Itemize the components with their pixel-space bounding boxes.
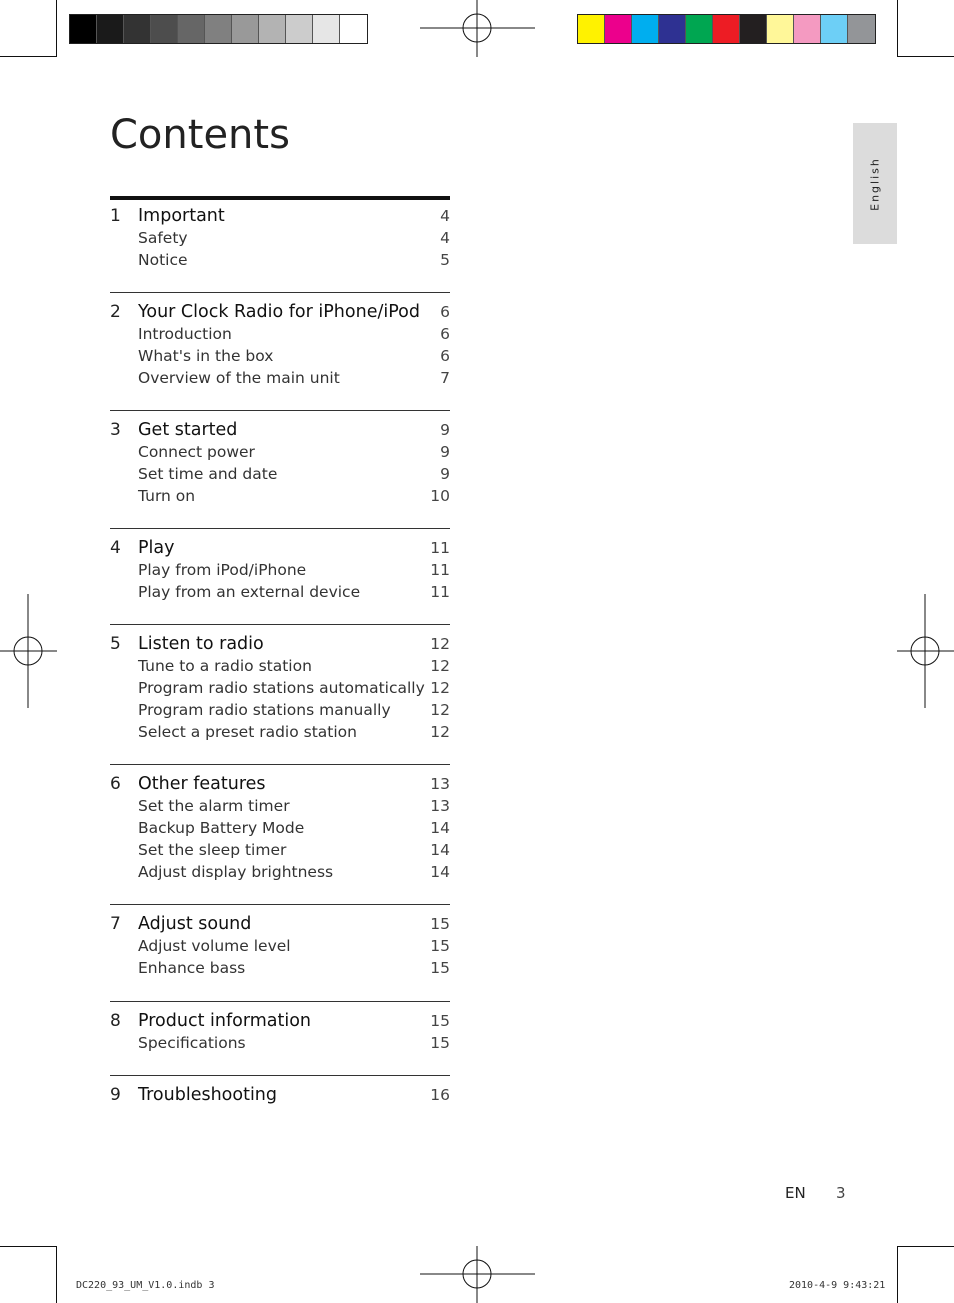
toc-chapter-entry[interactable] — [110, 419, 450, 441]
crop-mark — [56, 1246, 57, 1303]
toc-chapter-entry[interactable] — [110, 1084, 450, 1106]
crop-mark — [56, 0, 57, 57]
chapter-title: Listen to radio — [138, 634, 264, 654]
gray-swatch — [97, 15, 124, 43]
color-swatch — [821, 15, 848, 43]
subsection-page: 4 — [440, 229, 450, 247]
subsection-title: What's in the box — [138, 347, 274, 365]
subsection-page: 5 — [440, 251, 450, 269]
toc-subsection-entry[interactable] — [110, 795, 450, 817]
subsection-title: Connect power — [138, 443, 255, 461]
gray-swatch — [259, 15, 286, 43]
grayscale-color-bar — [69, 14, 368, 44]
chapter-number: 9 — [110, 1085, 121, 1105]
subsection-page: 12 — [430, 679, 450, 697]
crop-mark — [0, 1246, 57, 1247]
toc-subsection-entry[interactable] — [110, 559, 450, 581]
chapter-page: 15 — [430, 1012, 450, 1030]
toc-chapter-entry[interactable] — [110, 633, 450, 655]
toc-subsection-entry[interactable] — [110, 581, 450, 603]
crop-mark — [897, 0, 898, 57]
gray-swatch — [124, 15, 151, 43]
color-swatch — [686, 15, 713, 43]
toc-chapter-entry[interactable] — [110, 205, 450, 227]
section-divider — [110, 764, 450, 765]
section-divider — [110, 904, 450, 905]
section-divider — [110, 1001, 450, 1002]
print-slug-timestamp: 2010-4-9 9:43:21 — [789, 1280, 886, 1291]
toc-subsection-entry[interactable] — [110, 839, 450, 861]
toc-subsection-entry[interactable] — [110, 1032, 450, 1054]
chapter-title: Your Clock Radio for iPhone/iPod — [138, 302, 420, 322]
color-swatch — [794, 15, 821, 43]
toc-subsection-entry[interactable] — [110, 441, 450, 463]
gray-swatch — [178, 15, 205, 43]
subsection-page: 11 — [430, 561, 450, 579]
gray-swatch — [232, 15, 259, 43]
toc-subsection-entry[interactable] — [110, 345, 450, 367]
subsection-page: 9 — [440, 465, 450, 483]
toc-subsection-entry[interactable] — [110, 817, 450, 839]
subsection-page: 15 — [430, 1034, 450, 1052]
print-slug-file: DC220_93_UM_V1.0.indb 3 — [76, 1280, 215, 1291]
process-color-bar — [577, 14, 876, 44]
subsection-title: Enhance bass — [138, 959, 246, 977]
toc-chapter-entry[interactable] — [110, 1010, 450, 1032]
registration-mark-icon — [0, 594, 57, 708]
registration-mark-icon — [420, 1246, 535, 1303]
color-swatch — [632, 15, 659, 43]
subsection-title: Backup Battery Mode — [138, 819, 305, 837]
language-tab-label: English — [868, 156, 882, 211]
toc-subsection-entry[interactable] — [110, 367, 450, 389]
subsection-page: 12 — [430, 723, 450, 741]
registration-mark-icon — [420, 0, 535, 57]
toc-subsection-entry[interactable] — [110, 677, 450, 699]
crop-mark — [0, 56, 57, 57]
gray-swatch — [313, 15, 340, 43]
subsection-page: 15 — [430, 959, 450, 977]
chapter-number: 5 — [110, 634, 121, 654]
chapter-title: Get started — [138, 420, 238, 440]
title-rule — [110, 196, 450, 200]
subsection-title: Introduction — [138, 325, 232, 343]
chapter-number: 4 — [110, 538, 121, 558]
chapter-page: 4 — [440, 207, 450, 225]
color-swatch — [578, 15, 605, 43]
subsection-title: Specifications — [138, 1034, 246, 1052]
section-divider — [110, 1075, 450, 1076]
toc-subsection-entry[interactable] — [110, 485, 450, 507]
subsection-title: Play from an external device — [138, 583, 361, 601]
subsection-title: Program radio stations automatically — [138, 679, 425, 697]
footer-page-number: 3 — [836, 1184, 846, 1202]
subsection-page: 13 — [430, 797, 450, 815]
crop-mark — [897, 1246, 954, 1247]
toc-subsection-entry[interactable] — [110, 699, 450, 721]
toc-subsection-entry[interactable] — [110, 861, 450, 883]
subsection-title: Set the sleep timer — [138, 841, 287, 859]
footer-language: EN — [785, 1184, 806, 1202]
chapter-number: 7 — [110, 914, 121, 934]
section-divider — [110, 292, 450, 293]
subsection-page: 12 — [430, 701, 450, 719]
subsection-title: Safety — [138, 229, 188, 247]
color-swatch — [605, 15, 632, 43]
subsection-title: Adjust volume level — [138, 937, 291, 955]
subsection-page: 14 — [430, 819, 450, 837]
chapter-page: 16 — [430, 1086, 450, 1104]
toc-subsection-entry[interactable] — [110, 721, 450, 743]
subsection-page: 6 — [440, 347, 450, 365]
color-swatch — [767, 15, 794, 43]
toc-chapter-entry[interactable] — [110, 913, 450, 935]
toc-chapter-entry[interactable] — [110, 773, 450, 795]
subsection-title: Program radio stations manually — [138, 701, 391, 719]
chapter-title: Other features — [138, 774, 266, 794]
section-divider — [110, 410, 450, 411]
subsection-title: Play from iPod/iPhone — [138, 561, 307, 579]
toc-subsection-entry[interactable] — [110, 227, 450, 249]
subsection-page: 10 — [430, 487, 450, 505]
subsection-page: 6 — [440, 325, 450, 343]
chapter-page: 11 — [430, 539, 450, 557]
gray-swatch — [286, 15, 313, 43]
chapter-title: Important — [138, 206, 225, 226]
subsection-page: 7 — [440, 369, 450, 387]
subsection-page: 15 — [430, 937, 450, 955]
subsection-title: Tune to a radio station — [138, 657, 312, 675]
color-swatch — [740, 15, 767, 43]
crop-mark — [897, 56, 954, 57]
chapter-page: 9 — [440, 421, 450, 439]
gray-swatch — [340, 15, 367, 43]
section-divider — [110, 528, 450, 529]
subsection-title: Notice — [138, 251, 188, 269]
toc-subsection-entry[interactable] — [110, 323, 450, 345]
gray-swatch — [151, 15, 178, 43]
chapter-title: Adjust sound — [138, 914, 252, 934]
toc-chapter-entry[interactable] — [110, 537, 450, 559]
subsection-title: Select a preset radio station — [138, 723, 357, 741]
toc-chapter-entry[interactable] — [110, 301, 450, 323]
page-title: Contents — [110, 112, 290, 158]
toc-subsection-entry[interactable] — [110, 463, 450, 485]
subsection-title: Overview of the main unit — [138, 369, 340, 387]
toc-subsection-entry[interactable] — [110, 957, 450, 979]
crop-mark — [897, 1246, 898, 1303]
chapter-page: 13 — [430, 775, 450, 793]
chapter-title: Troubleshooting — [138, 1085, 278, 1105]
chapter-number: 1 — [110, 206, 121, 226]
chapter-number: 3 — [110, 420, 121, 440]
chapter-title: Product information — [138, 1011, 312, 1031]
registration-mark-icon — [897, 594, 954, 708]
color-swatch — [659, 15, 686, 43]
language-tab — [853, 123, 897, 244]
subsection-title: Adjust display brightness — [138, 863, 334, 881]
subsection-page: 14 — [430, 863, 450, 881]
subsection-title: Set time and date — [138, 465, 278, 483]
chapter-page: 6 — [440, 303, 450, 321]
subsection-title: Turn on — [138, 487, 196, 505]
gray-swatch — [70, 15, 97, 43]
toc-subsection-entry[interactable] — [110, 249, 450, 271]
subsection-page: 11 — [430, 583, 450, 601]
chapter-number: 2 — [110, 302, 121, 322]
chapter-number: 6 — [110, 774, 121, 794]
toc-subsection-entry[interactable] — [110, 935, 450, 957]
chapter-title: Play — [138, 538, 175, 558]
chapter-page: 12 — [430, 635, 450, 653]
chapter-page: 15 — [430, 915, 450, 933]
gray-swatch — [205, 15, 232, 43]
color-swatch — [848, 15, 875, 43]
subsection-title: Set the alarm timer — [138, 797, 290, 815]
chapter-number: 8 — [110, 1011, 121, 1031]
subsection-page: 9 — [440, 443, 450, 461]
toc-subsection-entry[interactable] — [110, 655, 450, 677]
section-divider — [110, 624, 450, 625]
subsection-page: 12 — [430, 657, 450, 675]
color-swatch — [713, 15, 740, 43]
subsection-page: 14 — [430, 841, 450, 859]
